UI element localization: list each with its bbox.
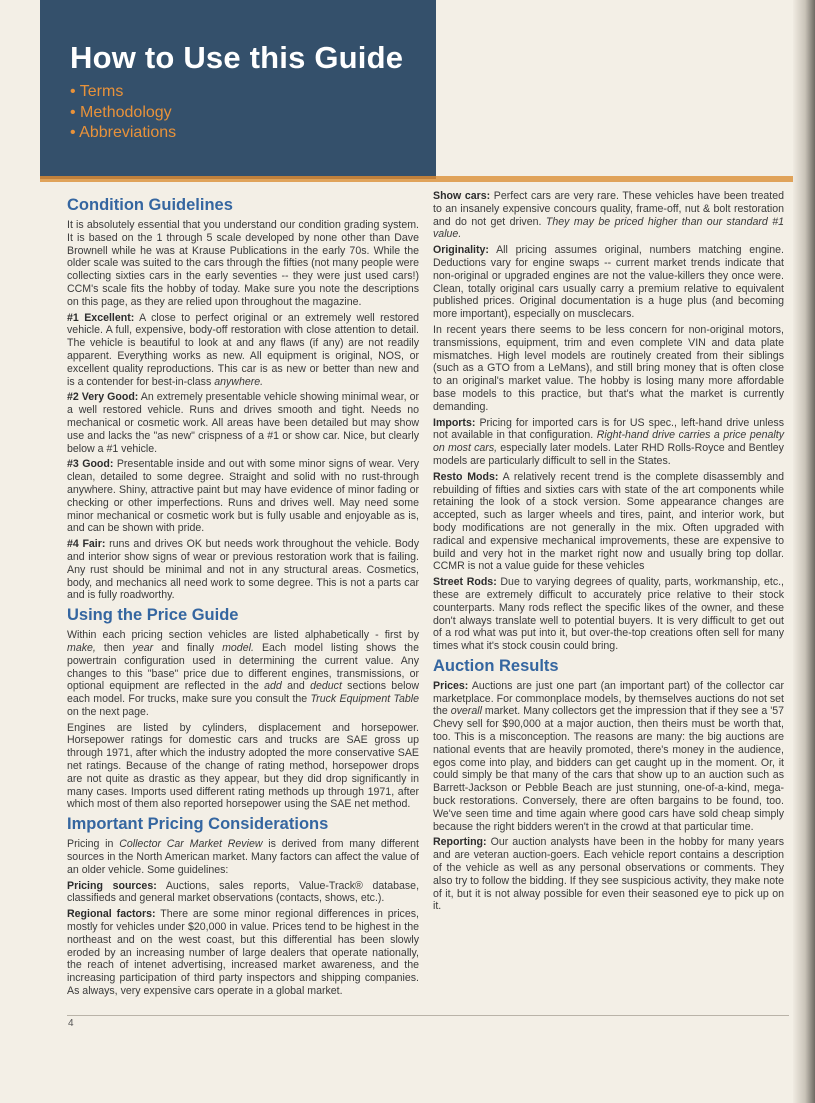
resto-mods: Resto Mods: A relatively recent trend is the complete disassembly and rebuilding of fifties and sixties cars with state of the art components while retaining the look of a stock version. Some appearance changes are accepted, such as larger wheels and tires, paint, and interior work, but body modifications are not generally in the mix. Often upgraded with radical and expensive mechanical improvements, these are expensive to build and very hot in the market right now and usually bring top dollar. CCMR is not a value guide for these vehicles <box>433 470 785 573</box>
topic-list <box>70 82 176 144</box>
right-column <box>433 190 784 916</box>
condition-intro: It is absolutely essential that you understand our condition grading system. It is based on the 1 through 5 scale developed by none other than Dave Brownell while he was at Krause Publications in the early 70s. While the older scale was suited to the cars through the fifties (not many people were collecting sixties cars in the early seventies -- they were just used cars!) CCM's scale fits the hobby of today. Make sure you note the descriptions on this page, as they are relied upon throughout the magazine. <box>67 219 419 308</box>
topic-abbreviations: • Abbreviations <box>70 124 177 141</box>
topic-terms: • Terms <box>70 83 124 100</box>
grade-good: #3 Good: Presentable inside and out with some minor signs of wear. Very clean, detailed to some degree. Straight and solid with no rust-through anywhere. Shiny, attractive paint but may have evidence of minor fading or checking or other imperfections. Runs and drives well. May need some minor mechanical or cosmetic work but is fully usable and enjoyable as is, and can be shown with pride. <box>67 458 419 535</box>
auction-prices: Prices: Auctions are just one part (an important part) of the collector car marketplace. For commonplace models, by themselves auctions do not set the overall market. Many collectors get the impression that if they see a '57 Chevy sell for $90,000 at a major auction, then theirs must be worth that, too. This is a misconception. The reasons are many: the big auctions are national events that are heavily promoted, there's money in the audience, egos come into play, and bidders can get caught up in the moment. Or, it could simply be that many of the cars that show up to an auction such as Barrett-Jackson or Pebble Beach are just stunning, one-of-a-kind, mega-buck restorations. Conversely, there are often bargains to be found, too. We've seen time and time again where good cars have sold cheap simply because the right bidders weren't in the crowd at that particular time. <box>433 679 785 833</box>
accent-stripe-dark <box>40 176 436 179</box>
grade-very-good: #2 Very Good: An extremely presentable vehicle showing minimal wear, or a well restored vehicle. Runs and drives smooth and tight. Needs no mechanical or cosmetic work. All areas have been detailed but may show use and lacks the "as new" crispness of a #1 or show car. Nice, but clearly below a #1 vehicle. <box>67 391 419 455</box>
regional-factors: Regional factors: There are some minor regional differences in prices, mostly for vehicles under $20,000 in value. Prices tend to be highest in the northeast and on the west coast, but this differential has been slowly eroded by an increasing number of large dealers that operate nationally, the reach of intenet advertising, increased market awareness, and the increasing participation of third party inspectors and shipping companies. As always, very expensive cars operate in a global market. <box>67 908 419 998</box>
grade-excellent: #1 Excellent: A close to perfect original or an extremely well restored vehicle. A full, expensive, body-off restoration with close attention to detail. The vehicle is beautiful to look at and any flaws (if any) are not readily apparent. Everything works as new. All equipment is original, NOS, or excellent quality reproductions. This car is as new or better than new and is a contender for best-in-class anywhere. <box>67 311 420 388</box>
pricing-intro: Pricing in Collector Car Market Review is derived from many different sources in the North American market. Many factors can affect the value of an older vehicle. Some guidelines: <box>67 838 419 876</box>
auction-reporting: Reporting: Our auction analysts have been in the hobby for many years and are veteran auction-goers. Each vehicle report contains a description of the vehicle as well as any personal observations or comments. They also try to follow the bidding. If they see suspicious activity, they make note of it, but it is not alway possible for even their seasoned eye to pick up on it. <box>433 836 784 913</box>
condition-heading: Condition Guidelines <box>67 196 233 214</box>
footer-rule <box>67 1015 789 1016</box>
street-rods: Street Rods: Due to varying degrees of quality, parts, workmanship, etc., these are extremely difficult to accurately price relative to their stock counterparts. Many rods reflect the specific likes of the owner, and these don't always translate well to potential buyers. It is very difficult to get out of a rod what was put into it, but over-the-top creations often sell for many times what it's stock cousin could bring. <box>433 576 784 653</box>
recent-trends: In recent years there seems to be less concern for non-original motors, transmissions, equipment, trim and even complete VIN and data plate mismatches. High level models are routinely created from their siblings (such as a GTO from a LeMans), and still bring money that is often close to an original's market value. The hobby is losing many more affordable base models to this practice, but that's what the market is currently demanding. <box>433 323 784 413</box>
pricing-sources: Pricing sources: Auctions, sales reports, Value-Track® database, classifieds and general market observations (contacts, shows, etc.). <box>67 879 420 905</box>
originality: Originality: All pricing assumes original, numbers matching engine. Deductions vary for engine swaps -- current market trends indicate that non-original or upgraded engines are not the value-killers they once were. Clean, totally original cars usually carry a premium relative to equivalent published prices. Original documentation is a huge plus (and becoming more important), especially on musclecars. <box>433 244 785 321</box>
page-title: How to Use this Guide <box>70 40 404 75</box>
price-guide-heading: Using the Price Guide <box>67 606 239 625</box>
grade-fair: #4 Fair: runs and drives OK but needs work throughout the vehicle. Body and interior show signs of wear or previous restoration work that is failing. Any rust should be minimal and not in any structural areas. Cosmetics, body, and mechanics all need work to some degree. This is not a parts car and is fully roadworthy. <box>67 538 419 602</box>
header-banner <box>40 0 436 176</box>
topic-methodology: • Methodology <box>70 103 172 121</box>
left-column <box>67 195 419 1001</box>
page-number: 4 <box>68 1018 74 1029</box>
pricing-heading: Important Pricing Considerations <box>67 815 329 834</box>
price-guide-engines: Engines are listed by cylinders, displacement and horsepower. Horsepower ratings for domestic cars and trucks are SAE gross up through 1971, after which the industry adopted the more conservative SAE net ratings. Because of the change of rating method, horsepower drops are not quite as drastic as they appear, but they did drop significantly in many cases. Imports used different rating methods up through 1971, after which most of them also reported horsepower using the SAE net method. <box>67 721 419 811</box>
show-cars: Show cars: Perfect cars are very rare. These vehicles have been treated to an insanely expensive concours quality, frame-off, nut & bolt restoration and do not get driven. They may be priced higher than our standard #1 value. <box>433 190 784 241</box>
auction-heading: Auction Results <box>433 656 559 675</box>
price-guide-listing: Within each pricing section vehicles are listed alphabetically - first by make, then year and finally model. Each model listing shows the powertrain configuration used in determining the current value. Any changes to this "base" price due to different engines, transmissions, or optional equipment are reflected in the add and deduct sections below each model. For trucks, make sure you consult the Truck Equipment Table on the next page. <box>67 629 419 718</box>
imports: Imports: Pricing for imported cars is for US spec., left-hand drive unless not available in that configuration. Right-hand drive carries a price penalty on most cars, especially later models. Later RHD Rolls-Royce and Bentley models are particularly difficult to sell in the States. <box>433 416 784 467</box>
page-edge-shadow <box>793 0 815 1103</box>
